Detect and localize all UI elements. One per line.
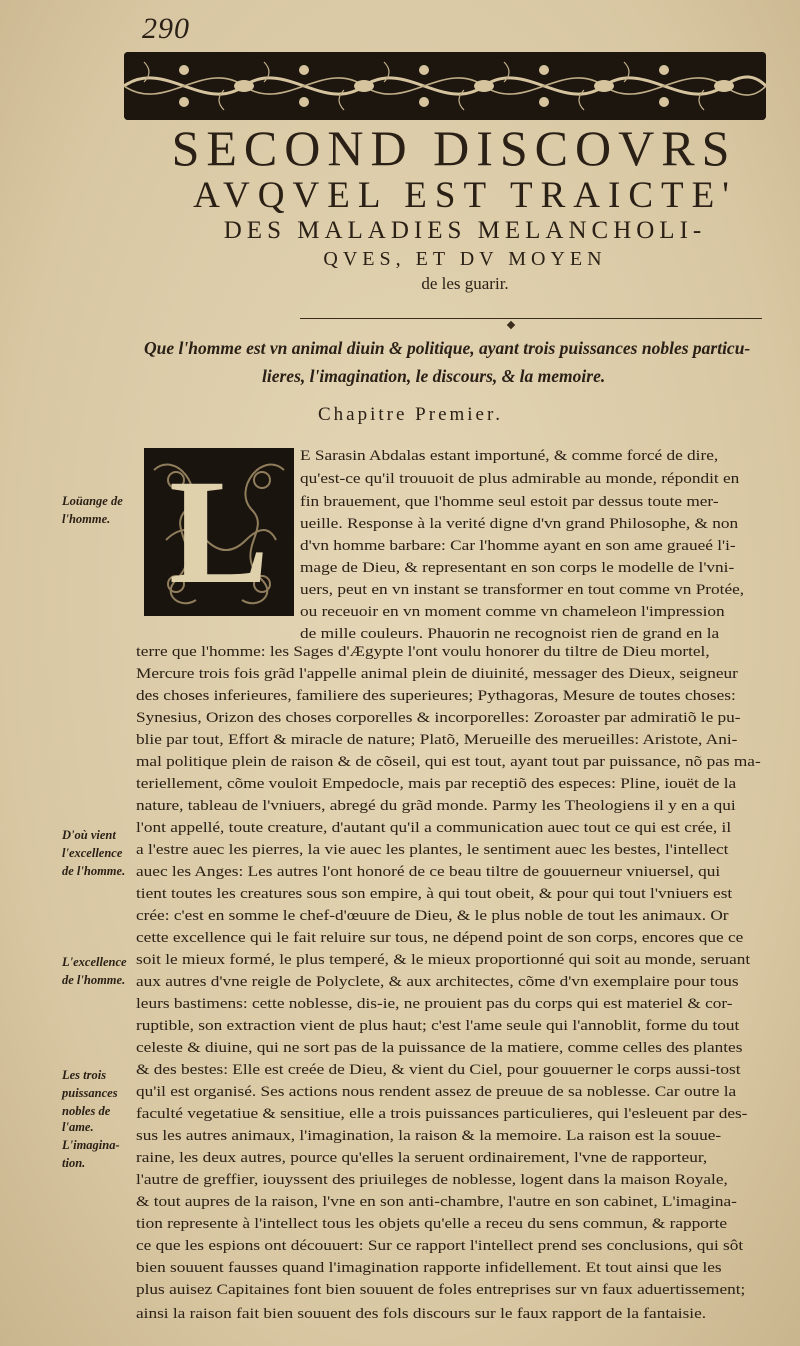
text-line: fin brauement, que l'homme seul estoit par dessus toute mer- bbox=[300, 494, 719, 510]
marginal-note: Loüange de bbox=[62, 494, 123, 508]
text-line: l'autre de greffier, iouyssent des priuileges de noblesse, logent dans la maison Royale, bbox=[136, 1172, 728, 1188]
chapter-heading: Chapitre Premier. bbox=[318, 404, 504, 425]
marginal-note: D'où vient bbox=[62, 828, 116, 842]
text-line: qu'est-ce qu'il trouuoit de plus admirable au monde, répondit en bbox=[300, 471, 740, 487]
text-line: ruptible, son extraction vient de plus haut; c'est l'ame seule qui l'annoblit, forme du tout bbox=[136, 1018, 740, 1034]
title-line-2: AVQVEL EST TRAICTE' bbox=[193, 175, 737, 216]
vine-scroll-icon bbox=[124, 52, 766, 120]
divider-rule bbox=[300, 318, 762, 319]
marginal-note: puissances bbox=[62, 1086, 118, 1100]
text-line: raine, les deux autres, pource qu'elles la seruent ordinairement, l'vne de rapporteur, bbox=[136, 1150, 708, 1166]
marginal-note: nobles de bbox=[62, 1104, 111, 1118]
marginal-note: Les trois bbox=[62, 1068, 107, 1082]
text-line: blie par tout, Effort & miracle de nature; Platõ, Merueille des merueilles: Aristote, Ani- bbox=[136, 732, 738, 748]
text-line: soit le mieux formé, le plus temperé, & le mieux proportionné qui soit au monde, seruant bbox=[136, 952, 751, 968]
text-line: des choses inferieures, familiere des superieures; Pythagoras, Mesure de toutes choses: bbox=[136, 688, 736, 704]
title-line-1: SECOND DISCOVRS bbox=[171, 120, 737, 176]
title-line-4: QVES, ET DV MOYEN bbox=[323, 248, 607, 270]
text-line: faculté vegetatiue & sensitiue, elle a trois puissances particulieres, qui l'esleuent par des- bbox=[136, 1106, 748, 1122]
text-line: mage de Dieu, & representant en son corps le modelle de l'vni- bbox=[300, 560, 735, 576]
text-line: tion represente à l'intellect tous les objets qu'elle a receu du sens commun, & rapporte bbox=[136, 1216, 728, 1232]
text-line: ce que les espions ont découuert: Sur ce rapport l'intellect prend ses conclusions, qui sôt bbox=[136, 1238, 744, 1254]
marginal-note: l'homme. bbox=[62, 512, 111, 526]
text-line: mal politique plein de raison & de cõseil, qui est tout, ayant tout par puissance, nõ pas ma- bbox=[136, 754, 761, 770]
text-line: sus les autres animaux, l'imagination, la raison & la memoire. La raison est la souue- bbox=[136, 1128, 722, 1144]
text-line: ou receuoir en vn moment comme vn chameleon l'impression bbox=[300, 604, 725, 620]
text-line: & des bestes: Elle est creée de Dieu, & vient du Ciel, pour gouuerner le corps aussi-tost bbox=[136, 1062, 741, 1078]
initial-letter: L bbox=[168, 449, 270, 615]
chapter-summary-line-1: Que l'homme est vn animal diuin & politique, ayant trois puissances nobles particu- bbox=[144, 338, 751, 358]
text-line: & tout aupres de la raison, l'vne en son anti-chambre, l'autre en son cabinet, L'imagina- bbox=[136, 1194, 737, 1210]
text-line: ueille. Response à la verité digne d'vn grand Philosophe, & non bbox=[300, 516, 739, 532]
text-line: celeste & diuine, qui ne sort pas de la puissance de la matiere, comme celles des plantes bbox=[136, 1040, 743, 1056]
chapter-summary-line-2: lieres, l'imagination, le discours, & la memoire. bbox=[262, 366, 606, 386]
text-line: de mille couleurs. Phauorin ne recognoist rien de grand en la bbox=[300, 626, 720, 642]
title-line-5: de les guarir. bbox=[421, 274, 509, 293]
text-line: plus auisez Capitaines font bien souuent de foles entreprises sur vn faux aduertissement; bbox=[136, 1282, 746, 1298]
text-line: terre que l'homme: les Sages d'Ægypte l'ont voulu honorer du tiltre de Dieu mortel, bbox=[136, 644, 710, 660]
marginal-note: l'ame. bbox=[62, 1120, 94, 1134]
text-line: a l'estre auec les pierres, la vie auec les plantes, le sentiment auec les bestes, l'intellect bbox=[136, 842, 729, 858]
text-line: Mercure trois fois grãd l'appelle animal plein de diuinité, messager des Dieux, seigneur bbox=[136, 666, 738, 682]
text-line: qu'il est organisé. Ses actions nous rendent assez de preuue de sa noblesse. Car outre la bbox=[136, 1084, 737, 1100]
text-line: teriellement, cõme vouloit Empedocle, mais par receptiõ des especes: Pline, iouët de la bbox=[136, 776, 737, 792]
text-line: bien souuent fausses quand l'imagination rapporte infidellement. Et tout ainsi que les bbox=[136, 1260, 722, 1276]
text-line: aux autres d'vne reigle de Polyclete, & aux architectes, cõme d'vn exemplaire pour tous bbox=[136, 974, 739, 990]
text-line: nature, tableau de l'vniuers, abregé du grãd monde. Parmy les Theologiens il y en a qui bbox=[136, 798, 736, 814]
marginal-note: tion. bbox=[62, 1156, 86, 1170]
text-line: crée: c'est en somme le chef-d'œuure de Dieu, & le plus noble de tout les animaux. Or bbox=[136, 908, 729, 924]
text-line: ainsi la raison fait bien souuent des fols discours sur le faux rapport de la fantaisie. bbox=[136, 1306, 707, 1322]
text-line: tient toutes les creatures sous son empire, à qui tout obeit, & pour qui tout l'vniuers est bbox=[136, 886, 733, 902]
title-line-3: DES MALADIES MELANCHOLI- bbox=[223, 217, 707, 244]
text-line: uers, peut en vn instant se transformer en tout comme vn Protée, bbox=[300, 582, 745, 598]
marginal-note: L'imagina- bbox=[62, 1138, 120, 1152]
marginal-note: L'excellence bbox=[62, 955, 127, 969]
text-line: leurs bastimens: cette noblesse, dis-ie, ne prouient pas du corps qui est materiel & cor- bbox=[136, 996, 733, 1012]
ornamental-headpiece bbox=[124, 52, 766, 120]
text-line: Synesius, Orizon des choses corporelles & incorporelles: Zoroaster par admiratiõ le pu- bbox=[136, 710, 741, 726]
decorated-initial bbox=[144, 448, 294, 616]
page-number: 290 bbox=[142, 12, 190, 45]
text-line: l'ont appellé, toute creature, d'autant qu'il a communication auec tout ce qui est crée, il bbox=[136, 820, 732, 836]
marginal-note: l'excellence bbox=[62, 846, 123, 860]
text-line: d'vn homme barbare: Car l'homme ayant en son ame graueé l'i- bbox=[300, 538, 736, 554]
marginal-note: de l'homme. bbox=[62, 864, 126, 878]
divider-ornament bbox=[507, 321, 515, 329]
text-line: auec les Anges: Les autres l'ont honoré de ce beau tiltre de gouuerneur vniuersel, qui bbox=[136, 864, 721, 880]
text-line: E Sarasin Abdalas estant importuné, & comme forcé de dire, bbox=[300, 448, 719, 464]
text-line: cette excellence qui le fait reluire sur tous, ne dépend point de son corps, encores que ce bbox=[136, 930, 744, 946]
marginal-note: de l'homme. bbox=[62, 973, 126, 987]
